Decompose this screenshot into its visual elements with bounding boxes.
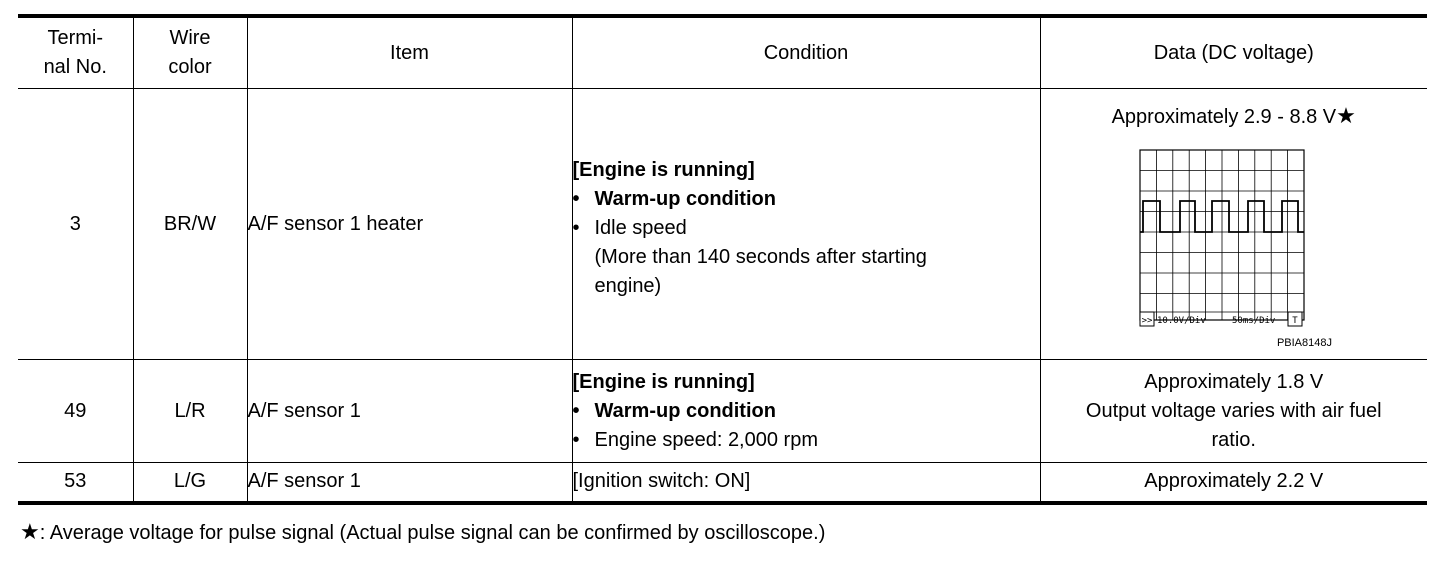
- condition-bullet: • Warm-up condition: [573, 185, 1040, 214]
- data-line: Approximately 1.8 V: [1144, 370, 1324, 393]
- footnote-text: : Average voltage for pulse signal (Actual pulse signal can be confirmed by oscilloscope.): [39, 522, 826, 544]
- data-voltage-text: Approximately 2.9 - 8.8 V: [1111, 106, 1337, 128]
- oscilloscope-figure: [1084, 140, 1384, 350]
- table-row: [18, 89, 1427, 360]
- table-row: [18, 360, 1427, 463]
- item-cell: A/F sensor 1: [247, 360, 572, 463]
- header-terminal-line2: nal No.: [43, 56, 107, 78]
- oscilloscope-icon: [1084, 140, 1384, 350]
- wire-color-cell: L/R: [133, 360, 247, 463]
- condition-cell: [572, 89, 1040, 360]
- condition-heading: [Engine is running]: [572, 370, 755, 393]
- data-cell: [1040, 89, 1427, 360]
- header-terminal: [18, 16, 133, 89]
- header-data: Data (DC voltage): [1040, 16, 1427, 89]
- condition-note: (More than 140 seconds after starting: [594, 245, 927, 268]
- condition-bullet: • Idle speed: [573, 214, 1040, 243]
- header-wire-line1: Wire: [169, 27, 211, 49]
- data-voltage-line: [1041, 101, 1428, 132]
- terminal-cell: 49: [18, 360, 133, 463]
- scope-right-label: T: [1292, 316, 1298, 326]
- wire-color-cell: L/G: [133, 463, 247, 503]
- scope-time-div: 50ms/Div: [1231, 316, 1276, 326]
- item-cell: A/F sensor 1: [247, 463, 572, 503]
- terminal-cell: 53: [18, 463, 133, 503]
- condition-cell: [572, 360, 1040, 463]
- scope-volt-div: 10.0V/Div: [1156, 316, 1206, 326]
- condition-bullet: • Engine speed: 2,000 rpm: [573, 426, 1040, 455]
- terminal-data-table: [18, 14, 1427, 505]
- header-condition: Condition: [572, 16, 1040, 89]
- header-terminal-line1: Termi-: [47, 27, 104, 49]
- terminal-cell: 3: [18, 89, 133, 360]
- wire-color-cell: BR/W: [133, 89, 247, 360]
- header-wire-color: [133, 16, 247, 89]
- star-icon: ★: [20, 519, 40, 544]
- table-row: [18, 463, 1427, 503]
- condition-note: engine): [594, 274, 662, 297]
- table-header-row: [18, 16, 1427, 89]
- figure-id: PBIA8148J: [1276, 337, 1332, 349]
- item-cell: A/F sensor 1 heater: [247, 89, 572, 360]
- footnote: [20, 517, 825, 548]
- data-line: Approximately 2.2 V: [1040, 463, 1427, 503]
- data-line: Output voltage varies with air fuel: [1085, 399, 1382, 422]
- condition-heading: [Engine is running]: [572, 158, 755, 181]
- star-icon: ★: [1336, 103, 1356, 128]
- header-wire-line2: color: [168, 56, 212, 78]
- scope-left-label: >>: [1141, 316, 1153, 326]
- header-item: Item: [247, 16, 572, 89]
- condition-heading: [Ignition switch: ON]: [572, 463, 1040, 503]
- data-line: ratio.: [1211, 428, 1256, 451]
- data-cell: [1040, 360, 1427, 463]
- condition-bullet: • Warm-up condition: [573, 397, 1040, 426]
